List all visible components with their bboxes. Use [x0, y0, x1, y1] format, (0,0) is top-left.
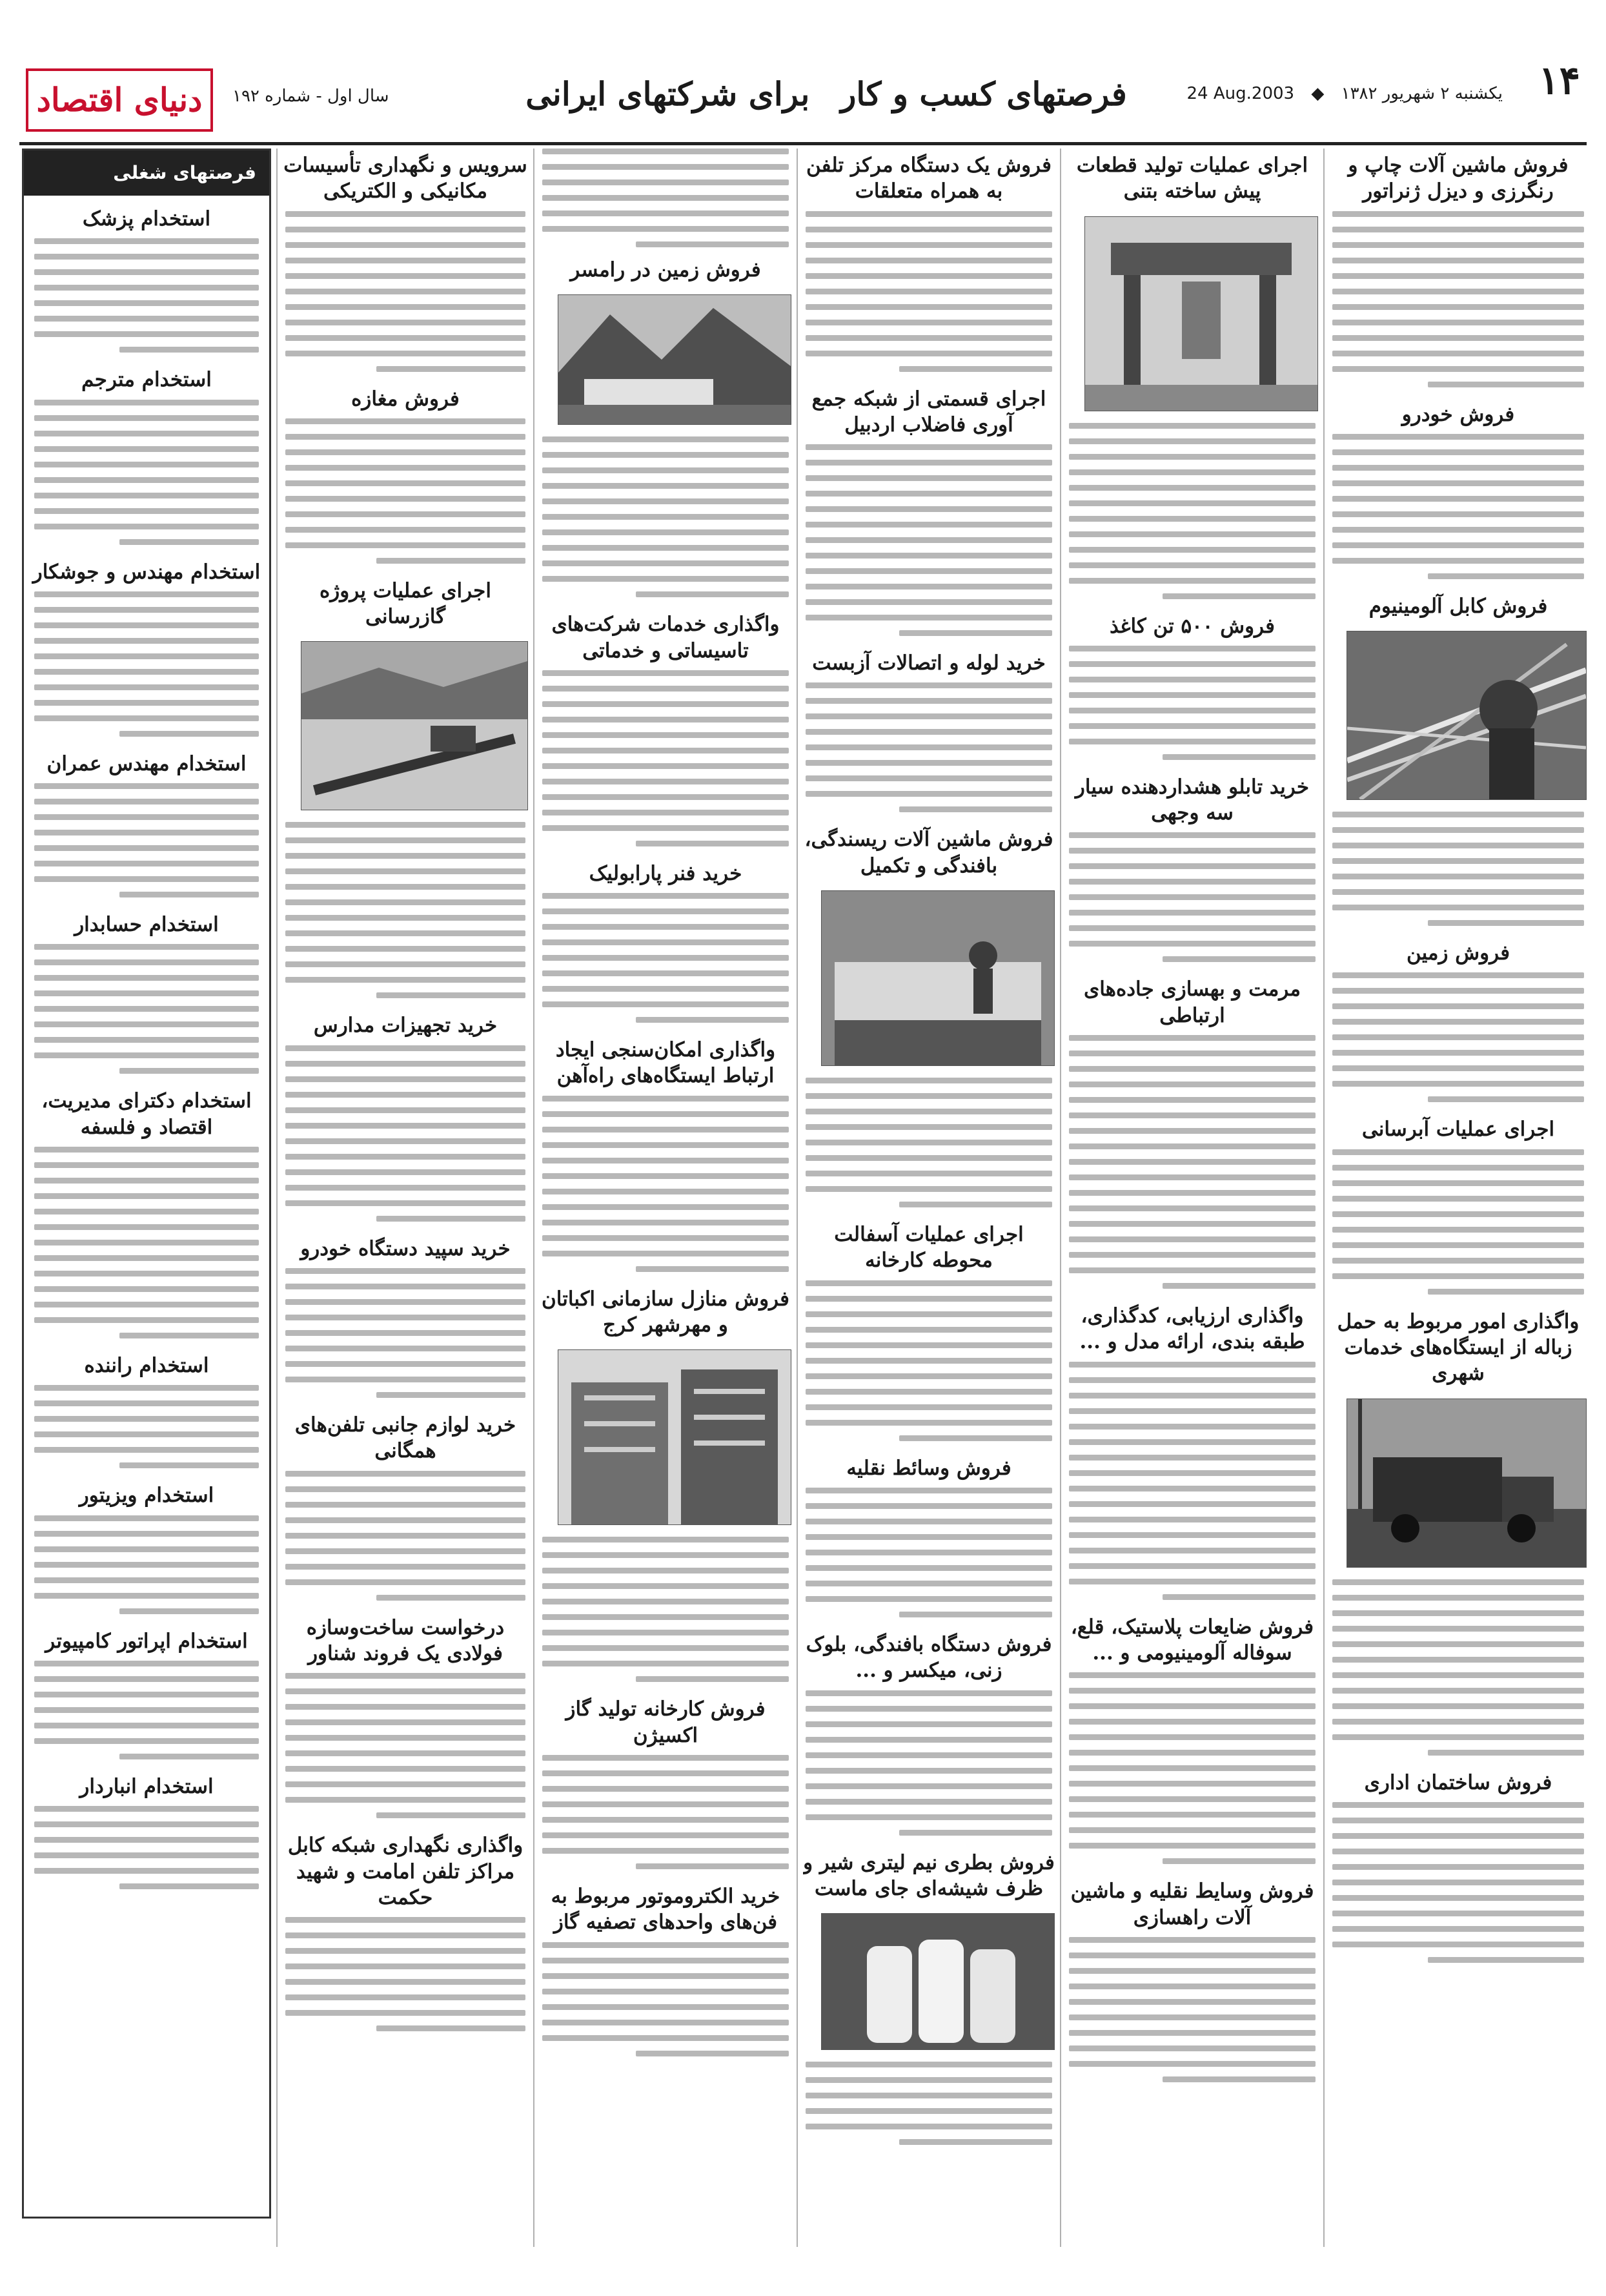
column-2: [1066, 149, 1318, 2247]
ramsar-land-photo: [558, 294, 791, 425]
job-ad: [32, 1353, 261, 1468]
job-body: [32, 591, 261, 737]
apartment-buildings-photo: [558, 1349, 791, 1525]
article-body: [803, 2062, 1055, 2145]
article: [1066, 152, 1318, 599]
article-title: فروش ماشین آلات ریسندگی، بافندگی و تکمیل: [804, 828, 1053, 877]
article: [803, 152, 1055, 372]
article-body: [803, 1488, 1055, 1617]
column-5: [283, 149, 528, 2247]
article-body: [1066, 423, 1318, 599]
article-body: [803, 1280, 1055, 1441]
gregorian-date: 24 Aug.2003: [1186, 84, 1295, 103]
article-title: فروش منازل سازمانی اکباتان و مهرشهر کرج: [542, 1287, 789, 1337]
column-divider: [1323, 149, 1325, 2247]
article-title: واگذاری امور مربوط به حمل زباله از ایستگاه‌های خدمات شهری: [1337, 1309, 1580, 1386]
article-body: [1330, 434, 1587, 579]
article: [1066, 976, 1318, 1289]
column-divider: [797, 149, 798, 2247]
article: [803, 1632, 1055, 1836]
job-body: [32, 783, 261, 897]
section-banner: [525, 58, 1127, 129]
article-title: فروش ضایعات پلاستیک، قلع، سوفاله آلومینیومی و ...: [1070, 1615, 1314, 1665]
article: [283, 152, 528, 372]
page-number: ۱۴: [1538, 58, 1580, 103]
article-title: خرید تجهیزات مدارس: [313, 1014, 498, 1038]
article: [283, 1236, 528, 1398]
article: [540, 1037, 791, 1272]
article-body: [283, 1917, 528, 2031]
job-ad: [32, 1774, 261, 1889]
article-body: [540, 436, 791, 597]
article: [283, 1832, 528, 2031]
article-title: سرویس و نگهداری تأسیسات مکانیکی و الکتریکی: [283, 154, 527, 203]
jobs-list: [24, 196, 269, 1910]
column-divider: [1060, 149, 1061, 2247]
job-body: [32, 1661, 261, 1759]
article: [1330, 402, 1587, 579]
job-ad: [32, 206, 261, 353]
article-title: فروش یک دستگاه مرکز تلفن به همراه متعلقات: [806, 154, 1052, 203]
article-title: فروش دستگاه بافندگی، بلوک زنی، میکسر و ...: [806, 1632, 1052, 1683]
article-body: [1330, 211, 1587, 387]
article: [283, 1412, 528, 1601]
newspaper-logo: [26, 65, 213, 136]
article: [1330, 1770, 1587, 1963]
article-body: [1066, 1035, 1318, 1289]
article-body: [803, 444, 1055, 636]
job-body: [32, 1147, 261, 1338]
job-ad: [32, 751, 261, 897]
date-separator: ◆: [1311, 84, 1325, 103]
article-title: خرید تابلو هشداردهنده سیار سه وجهی: [1075, 775, 1310, 825]
jobs-box: [22, 149, 271, 2219]
article-title: خرید الکتروموتور مربوط به فن‌های واحدهای تصفیه گاز: [551, 1884, 780, 1934]
column-4: [540, 149, 791, 2247]
article-body: [1066, 1672, 1318, 1864]
article: [1330, 940, 1587, 1102]
article: [283, 578, 528, 999]
article-body: [540, 1755, 791, 1869]
concrete-plant-photo: [1084, 216, 1318, 411]
milk-bottles-photo: [821, 1913, 1055, 2050]
article-title: فروش ساختمان اداری: [1364, 1770, 1552, 1794]
article: [803, 826, 1055, 1207]
column-3: [803, 149, 1055, 2247]
garbage-truck-photo: [1347, 1399, 1587, 1568]
job-body: [32, 1515, 261, 1614]
article-title: اجرای عملیات پروژه گازرسانی: [320, 579, 491, 629]
article-body: [283, 822, 528, 998]
job-title: استخدام دکترای مدیریت، اقتصاد و فلسفه: [41, 1089, 252, 1139]
article-title: فروش کارخانه تولید گاز اکسیژن: [565, 1697, 766, 1747]
article-title: واگذاری خدمات شرکت‌های تاسیساتی و خدماتی: [551, 613, 780, 662]
article-body: [540, 1537, 791, 1682]
job-title: استخدام مترجم: [81, 368, 212, 392]
article-body: [1066, 832, 1318, 962]
article-title: واگذاری امکان‌سنجی ایجاد ارتباط ایستگاه‌های راه‌آهن: [555, 1038, 776, 1088]
job-title: استخدام حسابدار: [74, 913, 219, 937]
job-title: استخدام انباردار: [79, 1774, 214, 1798]
article: [1330, 1309, 1587, 1756]
article: [803, 1455, 1055, 1617]
article-body: [540, 893, 791, 1023]
article-title: فروش زمین در رامسر: [570, 258, 761, 282]
article-title: خرید لوله و اتصالات آزبست: [812, 651, 1046, 675]
article-body: [1066, 1937, 1318, 2082]
aluminum-cable-photo: [1347, 631, 1587, 800]
date-line: [1175, 84, 1503, 103]
article-body: [1330, 1149, 1587, 1295]
article-body: [283, 1673, 528, 1818]
article-title: فروش خودرو: [1401, 402, 1515, 426]
article: [803, 1850, 1055, 2146]
article: [1066, 774, 1318, 963]
article: [1066, 1303, 1318, 1600]
weekday-date: یکشنبه ۲ شهریور ۱۳۸۲: [1341, 84, 1503, 103]
article-body: [1330, 812, 1587, 926]
article: [540, 1696, 791, 1869]
job-title: استخدام مهندس عمران: [46, 752, 247, 775]
jobs-box-header: [24, 150, 269, 196]
article-body: [1066, 646, 1318, 760]
article: [283, 1615, 528, 1819]
gas-pipeline-photo: [301, 641, 528, 810]
article-title: خرید لوازم جانبی تلفن‌های همگانی: [294, 1413, 516, 1463]
article-body: [803, 1690, 1055, 1836]
article: [1066, 613, 1318, 760]
article-title: واگذاری نگهداری شبکه کابل مراکز تلفن امامت و شهید حکمت: [287, 1834, 523, 1909]
issue-line: سال اول - شماره ۱۹۲: [232, 87, 389, 106]
article-body: [1330, 1579, 1587, 1756]
column-divider: [276, 149, 278, 2247]
article: [540, 1883, 791, 2056]
article-title: اجرای قسمتی از شبکه جمع آوری فاضلاب اردبیل: [811, 387, 1046, 436]
article-body: [540, 1096, 791, 1272]
column-1: [1330, 149, 1587, 2247]
article-body: [803, 211, 1055, 372]
article-body: [1330, 1802, 1587, 1963]
article-title: فروش ۵۰۰ تن کاغذ: [1110, 614, 1275, 638]
article: [803, 1222, 1055, 1441]
job-body: [32, 400, 261, 545]
banner-title-right: فرصتهای کسب و کار: [840, 74, 1127, 113]
job-ad: [32, 912, 261, 1074]
job-body: [32, 944, 261, 1074]
article-title: فروش ماشین آلات چاپ و رنگرزی و دیزل ژنراتور: [1348, 154, 1569, 203]
job-title: استخدام ویزیتور: [79, 1484, 214, 1508]
job-title: استخدام مهندس و جوشکار: [32, 560, 261, 584]
article: [1330, 1116, 1587, 1294]
article: [540, 1286, 791, 1683]
masthead: [19, 45, 1587, 142]
job-ad: [32, 1088, 261, 1338]
continued-text: [540, 149, 791, 247]
article-body: [283, 1268, 528, 1398]
article-body: [283, 1471, 528, 1601]
article: [540, 257, 791, 597]
header-rule: [19, 142, 1587, 145]
article: [1330, 593, 1587, 926]
article-body: [1066, 1362, 1318, 1600]
article-title: فروش مغازه: [351, 387, 460, 411]
article-title: درخواست ساخت‌وسازه فولادی یک فروند شناور: [306, 1615, 505, 1665]
banner-title-left: برای شرکتهای ایرانی: [525, 74, 810, 113]
job-ad: [32, 559, 261, 737]
article: [803, 386, 1055, 637]
article: [540, 611, 791, 846]
job-ad: [32, 367, 261, 544]
logo-text: دنیای اقتصاد: [36, 81, 203, 119]
textile-machinery-photo: [821, 890, 1055, 1066]
column-divider: [533, 149, 534, 2247]
job-ad: [32, 1628, 261, 1759]
job-title: استخدام راننده: [84, 1354, 209, 1378]
article-title: فروش وسائط نقلیه: [846, 1456, 1011, 1480]
column-6: [22, 149, 271, 2247]
article: [1066, 1614, 1318, 1865]
article-title: خرید فنر پارابولیک: [589, 861, 742, 885]
article-title: واگذاری ارزیابی، کدگذاری، طبقه بندی، ارائه مدل و ...: [1079, 1304, 1305, 1354]
job-ad: [32, 1482, 261, 1614]
article: [283, 386, 528, 564]
job-body: [32, 1806, 261, 1889]
article-body: [540, 670, 791, 846]
article-title: فروش وسایط نقلیه و ماشین آلات راهسازی: [1070, 1880, 1314, 1929]
job-body: [32, 238, 261, 353]
article-title: خرید سپید دستگاه خودرو: [300, 1236, 511, 1260]
article: [283, 1012, 528, 1221]
article-body: [803, 1078, 1055, 1207]
job-title: استخدام پزشک: [82, 207, 211, 231]
article: [803, 650, 1055, 812]
article-title: اجرای عملیات تولید قطعات پیش ساخته بتنی: [1076, 154, 1308, 203]
article-title: اجرای عملیات آسفالت محوطه کارخانه: [834, 1223, 1024, 1273]
article-title: فروش بطری نیم لیتری شیر و ظرف شیشه‌ای جای ماست: [803, 1850, 1055, 1900]
article: [540, 861, 791, 1023]
article-body: [540, 1942, 791, 2056]
job-title: استخدام اپراتور کامپیوتر: [45, 1629, 248, 1653]
article-title: فروش کابل آلومینیوم: [1368, 594, 1548, 618]
article: [1066, 1878, 1318, 2082]
article-body: [803, 682, 1055, 812]
article-title: مرمت و بهسازی جاده‌های ارتباطی: [1083, 978, 1301, 1027]
job-body: [32, 1385, 261, 1468]
article-body: [283, 418, 528, 564]
article: [1330, 152, 1587, 387]
article-title: فروش زمین: [1406, 941, 1510, 965]
article-body: [283, 1045, 528, 1222]
jobs-box-label: فرصتهای شغلی: [113, 162, 256, 183]
article-title: اجرای عملیات آبرسانی: [1361, 1118, 1555, 1142]
article-body: [1330, 972, 1587, 1102]
article-body: [283, 211, 528, 372]
